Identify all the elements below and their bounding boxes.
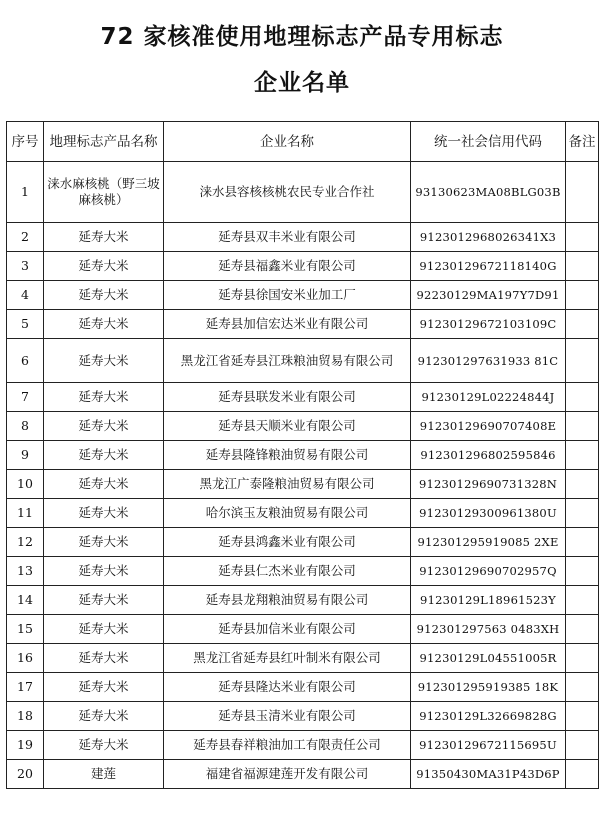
cell-company: 延寿县徐国安米业加工厂: [164, 281, 411, 310]
cell-credit-code: 91230129690707408E: [411, 412, 566, 441]
cell-credit-code: 912301297563 0483XH: [411, 615, 566, 644]
cell-credit-code: 93130623MA08BLG03B: [411, 162, 566, 223]
page-title-line1: 72 家核准使用地理标志产品专用标志: [100, 24, 504, 50]
cell-no: 3: [7, 252, 44, 281]
table-row: [7, 528, 599, 557]
cell-company: 延寿县隆锋粮油贸易有限公司: [164, 441, 411, 470]
table-row: [7, 673, 599, 702]
cell-note: [566, 310, 599, 339]
cell-credit-code: 912301296802595846: [411, 441, 566, 470]
cell-no: 10: [7, 470, 44, 499]
cell-note: [566, 281, 599, 310]
table-row: [7, 223, 599, 252]
cell-company: 延寿县加信米业有限公司: [164, 615, 411, 644]
cell-company: 涞水县容核核桃农民专业合作社: [164, 162, 411, 223]
cell-no: 12: [7, 528, 44, 557]
cell-no: 8: [7, 412, 44, 441]
cell-credit-code: 91350430MA31P43D6P: [411, 760, 566, 789]
table-row: [7, 731, 599, 760]
cell-note: [566, 557, 599, 586]
cell-company: 哈尔滨玉友粮油贸易有限公司: [164, 499, 411, 528]
cell-note: [566, 731, 599, 760]
cell-no: 6: [7, 339, 44, 383]
cell-geo-product: 建莲: [44, 760, 164, 789]
cell-geo-product: 延寿大米: [44, 339, 164, 383]
cell-geo-product: 延寿大米: [44, 281, 164, 310]
cell-company: 延寿县春祥粮油加工有限责任公司: [164, 731, 411, 760]
table-row: [7, 162, 599, 223]
cell-note: [566, 586, 599, 615]
cell-company: 福建省福源建莲开发有限公司: [164, 760, 411, 789]
company-table: [6, 121, 599, 789]
cell-note: [566, 470, 599, 499]
cell-geo-product: 涞水麻核桃（野三坡麻核桃）: [44, 162, 164, 223]
table-row: [7, 760, 599, 789]
cell-credit-code: 91230129300961380U: [411, 499, 566, 528]
cell-no: 19: [7, 731, 44, 760]
cell-credit-code: 91230129L04551005R: [411, 644, 566, 673]
cell-note: [566, 615, 599, 644]
cell-no: 14: [7, 586, 44, 615]
cell-geo-product: 延寿大米: [44, 441, 164, 470]
cell-geo-product: 延寿大米: [44, 528, 164, 557]
table-row: [7, 470, 599, 499]
cell-credit-code: 9123012968026341X3: [411, 223, 566, 252]
table-row: [7, 441, 599, 470]
cell-credit-code: 912301295919085 2XE: [411, 528, 566, 557]
cell-company: 延寿县加信宏达米业有限公司: [164, 310, 411, 339]
cell-no: 18: [7, 702, 44, 731]
table-row: [7, 281, 599, 310]
table-row: [7, 557, 599, 586]
cell-credit-code: 912301297631933 81C: [411, 339, 566, 383]
page-title-line2: 企业名单: [254, 70, 350, 96]
cell-credit-code: 92230129MA197Y7D91: [411, 281, 566, 310]
cell-no: 11: [7, 499, 44, 528]
header-note: 备注: [566, 122, 599, 162]
table-row: [7, 644, 599, 673]
cell-geo-product: 延寿大米: [44, 310, 164, 339]
cell-company: 延寿县联发米业有限公司: [164, 383, 411, 412]
cell-credit-code: 91230129L32669828G: [411, 702, 566, 731]
cell-note: [566, 760, 599, 789]
cell-note: [566, 499, 599, 528]
cell-no: 1: [7, 162, 44, 223]
cell-no: 17: [7, 673, 44, 702]
cell-company: 黑龙江省延寿县红叶制米有限公司: [164, 644, 411, 673]
cell-company: 延寿县双丰米业有限公司: [164, 223, 411, 252]
cell-geo-product: 延寿大米: [44, 383, 164, 412]
cell-company: 延寿县龙翔粮油贸易有限公司: [164, 586, 411, 615]
cell-geo-product: 延寿大米: [44, 470, 164, 499]
table-row: [7, 252, 599, 281]
cell-no: 13: [7, 557, 44, 586]
table-body: [7, 162, 599, 789]
cell-no: 4: [7, 281, 44, 310]
cell-geo-product: 延寿大米: [44, 223, 164, 252]
cell-note: [566, 223, 599, 252]
cell-credit-code: 912301295919385 18K: [411, 673, 566, 702]
cell-note: [566, 673, 599, 702]
cell-no: 15: [7, 615, 44, 644]
cell-geo-product: 延寿大米: [44, 499, 164, 528]
cell-note: [566, 644, 599, 673]
cell-geo-product: 延寿大米: [44, 252, 164, 281]
header-geo-product: 地理标志产品名称: [44, 122, 164, 162]
cell-company: 黑龙江省延寿县江珠粮油贸易有限公司: [164, 339, 411, 383]
cell-no: 2: [7, 223, 44, 252]
cell-no: 16: [7, 644, 44, 673]
cell-no: 5: [7, 310, 44, 339]
cell-geo-product: 延寿大米: [44, 412, 164, 441]
table-row: [7, 586, 599, 615]
table-row: [7, 615, 599, 644]
table-row: [7, 412, 599, 441]
cell-note: [566, 383, 599, 412]
cell-credit-code: 91230129672115695U: [411, 731, 566, 760]
cell-geo-product: 延寿大米: [44, 644, 164, 673]
table-row: [7, 702, 599, 731]
cell-credit-code: 91230129690702957Q: [411, 557, 566, 586]
cell-company: 延寿县天顺米业有限公司: [164, 412, 411, 441]
header-company: 企业名称: [164, 122, 411, 162]
cell-note: [566, 252, 599, 281]
cell-company: 黑龙江广泰隆粮油贸易有限公司: [164, 470, 411, 499]
cell-note: [566, 441, 599, 470]
table-row: [7, 310, 599, 339]
cell-credit-code: 91230129672118140G: [411, 252, 566, 281]
cell-note: [566, 528, 599, 557]
table-header-row: [7, 122, 599, 162]
cell-no: 7: [7, 383, 44, 412]
cell-geo-product: 延寿大米: [44, 557, 164, 586]
cell-geo-product: 延寿大米: [44, 673, 164, 702]
cell-credit-code: 91230129672103109C: [411, 310, 566, 339]
table-row: [7, 339, 599, 383]
cell-note: [566, 339, 599, 383]
cell-note: [566, 702, 599, 731]
table-row: [7, 383, 599, 412]
cell-company: 延寿县玉清米业有限公司: [164, 702, 411, 731]
cell-company: 延寿县鸿鑫米业有限公司: [164, 528, 411, 557]
cell-geo-product: 延寿大米: [44, 731, 164, 760]
header-no: 序号: [7, 122, 44, 162]
cell-note: [566, 162, 599, 223]
cell-company: 延寿县福鑫米业有限公司: [164, 252, 411, 281]
cell-no: 9: [7, 441, 44, 470]
cell-geo-product: 延寿大米: [44, 586, 164, 615]
cell-credit-code: 91230129L18961523Y: [411, 586, 566, 615]
cell-company: 延寿县隆达米业有限公司: [164, 673, 411, 702]
cell-credit-code: 91230129L02224844J: [411, 383, 566, 412]
cell-company: 延寿县仁杰米业有限公司: [164, 557, 411, 586]
cell-no: 20: [7, 760, 44, 789]
header-credit-code: 统一社会信用代码: [411, 122, 566, 162]
cell-geo-product: 延寿大米: [44, 615, 164, 644]
cell-note: [566, 412, 599, 441]
table-row: [7, 499, 599, 528]
cell-geo-product: 延寿大米: [44, 702, 164, 731]
cell-credit-code: 91230129690731328N: [411, 470, 566, 499]
